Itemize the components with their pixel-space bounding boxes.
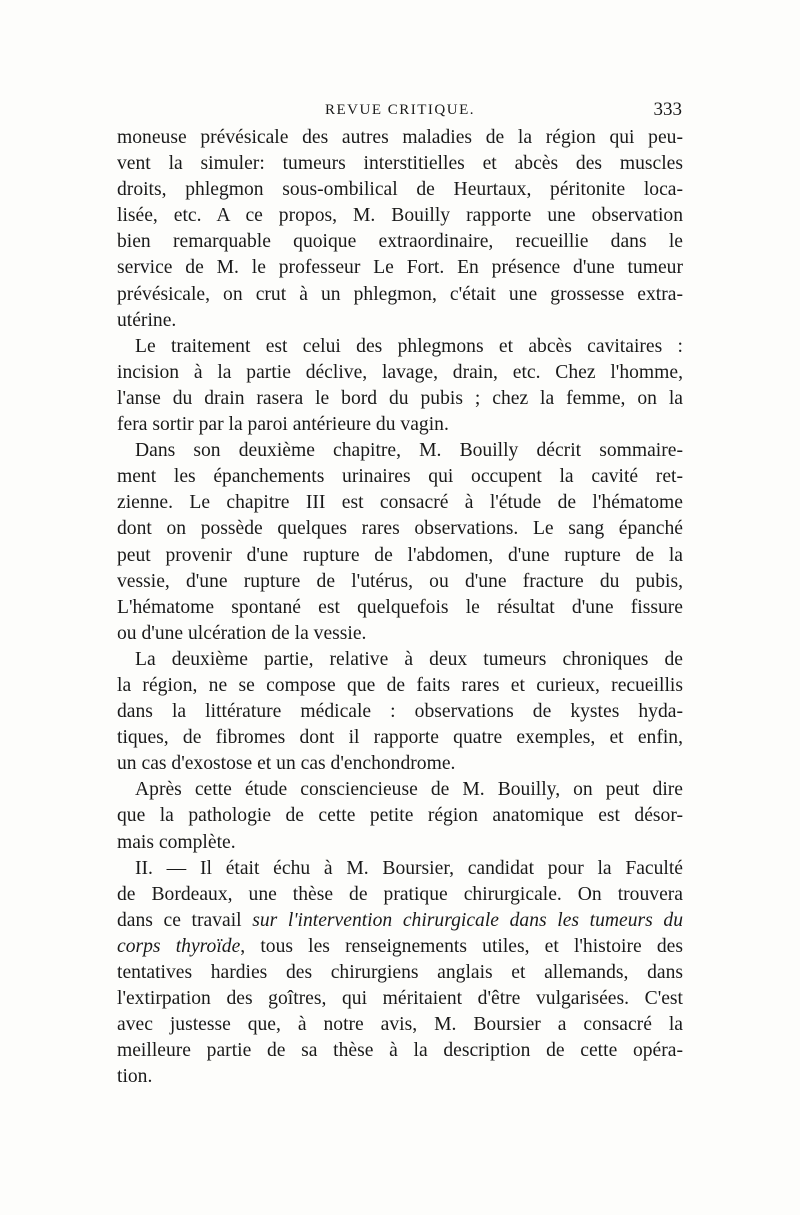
text-line (117, 803, 683, 829)
text-line (117, 282, 683, 308)
text-line (117, 151, 683, 177)
text-line-roman: incision à la partie déclive, lavage, drain, etc. Chez l'homme, (117, 361, 683, 383)
text-line-roman: La deuxième partie, relative à deux tumeurs chroniques de (135, 648, 683, 670)
text-line-roman: dans la littérature médicale : observations de kystes hyda- (117, 701, 683, 723)
text-line (117, 595, 683, 621)
text-line-roman: la région, ne se compose que de faits rares et curieux, recueillis (117, 674, 683, 696)
text-line (117, 255, 683, 281)
text-line-roman: utérine. (117, 309, 177, 331)
text-line-roman: un cas d'exostose et un cas d'enchondrome. (117, 753, 456, 775)
text-line (117, 438, 683, 464)
text-line (117, 490, 683, 516)
text-line (117, 360, 683, 386)
text-line-roman: dont on possède quelques rares observations. Le sang épanché (117, 518, 683, 540)
text-line-roman: Le traitement est celui des phlegmons et abcès cavitaires : (135, 335, 683, 357)
text-line-roman: , tous les renseignements utiles, et l'histoire des (240, 935, 683, 957)
text-line (117, 412, 683, 438)
text-line-roman: service de M. le professeur Le Fort. En présence d'une tumeur (117, 257, 683, 279)
text-line (117, 177, 683, 203)
text-line (117, 673, 683, 699)
text-line (117, 777, 683, 803)
text-line-roman: Dans son deuxième chapitre, M. Bouilly décrit sommaire- (135, 440, 683, 462)
text-line-italic: corps thyroïde (117, 935, 241, 957)
text-line-roman: tiques, de fibromes dont il rapporte quatre exemples, et enfin, (117, 727, 683, 749)
text-line (117, 569, 683, 595)
text-line (117, 125, 683, 151)
text-line (117, 621, 683, 647)
text-line (117, 334, 683, 360)
running-title: REVUE CRITIQUE. (325, 102, 475, 118)
text-line (117, 203, 683, 229)
text-line-roman: que la pathologie de cette petite région anatomique est désor- (117, 805, 683, 827)
text-line-italic: sur l'intervention chirurgicale dans les tumeurs du (252, 909, 683, 931)
text-line (117, 986, 683, 1012)
text-line-roman: avec justesse que, à notre avis, M. Boursier a consacré la (117, 1014, 683, 1036)
text-line (117, 647, 683, 673)
text-line-roman: prévésicale, on crut à un phlegmon, c'était une grossesse extra- (117, 283, 683, 305)
text-line-roman: dans ce travail (117, 909, 253, 931)
text-line (117, 934, 683, 960)
text-line (117, 308, 683, 334)
text-line (117, 960, 683, 986)
text-line-roman: ment les épanchements urinaires qui occupent la cavité ret- (117, 466, 683, 488)
text-line-roman: zienne. Le chapitre III est consacré à l'étude de l'hématome (117, 492, 683, 514)
text-line-roman: II. — Il était échu à M. Boursier, candidat pour la Faculté (135, 857, 683, 879)
text-line (117, 1064, 683, 1090)
text-line-roman: mais complète. (117, 831, 236, 853)
text-line (117, 543, 683, 569)
text-line (117, 856, 683, 882)
text-line (117, 516, 683, 542)
text-line-roman: tion. (117, 1066, 153, 1088)
text-line-roman: l'anse du drain rasera le bord du pubis ; chez la femme, on la (117, 387, 683, 409)
text-line-roman: ou d'une ulcération de la vessie. (117, 622, 367, 644)
text-line (117, 1012, 683, 1038)
text-line-roman: lisée, etc. A ce propos, M. Bouilly rapporte une observation (117, 205, 683, 227)
text-line (117, 830, 683, 856)
text-line-roman: fera sortir par la paroi antérieure du vagin. (117, 414, 449, 436)
text-line-roman: moneuse prévésicale des autres maladies de la région qui peu- (117, 127, 683, 148)
text-line-roman: vessie, d'une rupture de l'utérus, ou d'une fracture du pubis, (117, 570, 683, 592)
text-line-roman: tentatives hardies des chirurgiens anglais et allemands, dans (117, 962, 683, 983)
text-line (117, 699, 683, 725)
text-line-roman: l'extirpation des goîtres, qui méritaient d'être vulgarisées. C'est (117, 988, 683, 1010)
running-head (118, 98, 682, 122)
text-line (117, 751, 683, 777)
text-line-roman: Après cette étude consciencieuse de M. Bouilly, on peut dire (135, 779, 683, 801)
text-line (117, 229, 683, 255)
text-line-roman: vent la simuler: tumeurs interstitielles et abcès des muscles (117, 153, 683, 175)
text-line (117, 882, 683, 908)
body-text (117, 125, 683, 1090)
text-line-roman: peut provenir d'une rupture de l'abdomen, d'une rupture de la (117, 544, 683, 566)
text-line (117, 1038, 683, 1064)
text-line (117, 464, 683, 490)
text-line-roman: de Bordeaux, une thèse de pratique chirurgicale. On trouvera (117, 883, 683, 905)
text-line-roman: L'hématome spontané est quelquefois le résultat d'une fissure (117, 596, 683, 618)
text-line-roman: meilleure partie de sa thèse à la description de cette opéra- (117, 1040, 683, 1062)
text-line-roman: bien remarquable quoique extraordinaire, recueillie dans le (117, 231, 683, 253)
text-line (117, 908, 683, 934)
text-line (117, 386, 683, 412)
text-line-roman: droits, phlegmon sous-ombilical de Heurtaux, péritonite loca- (117, 179, 683, 201)
text-line (117, 725, 683, 751)
page-number: 333 (653, 99, 682, 120)
